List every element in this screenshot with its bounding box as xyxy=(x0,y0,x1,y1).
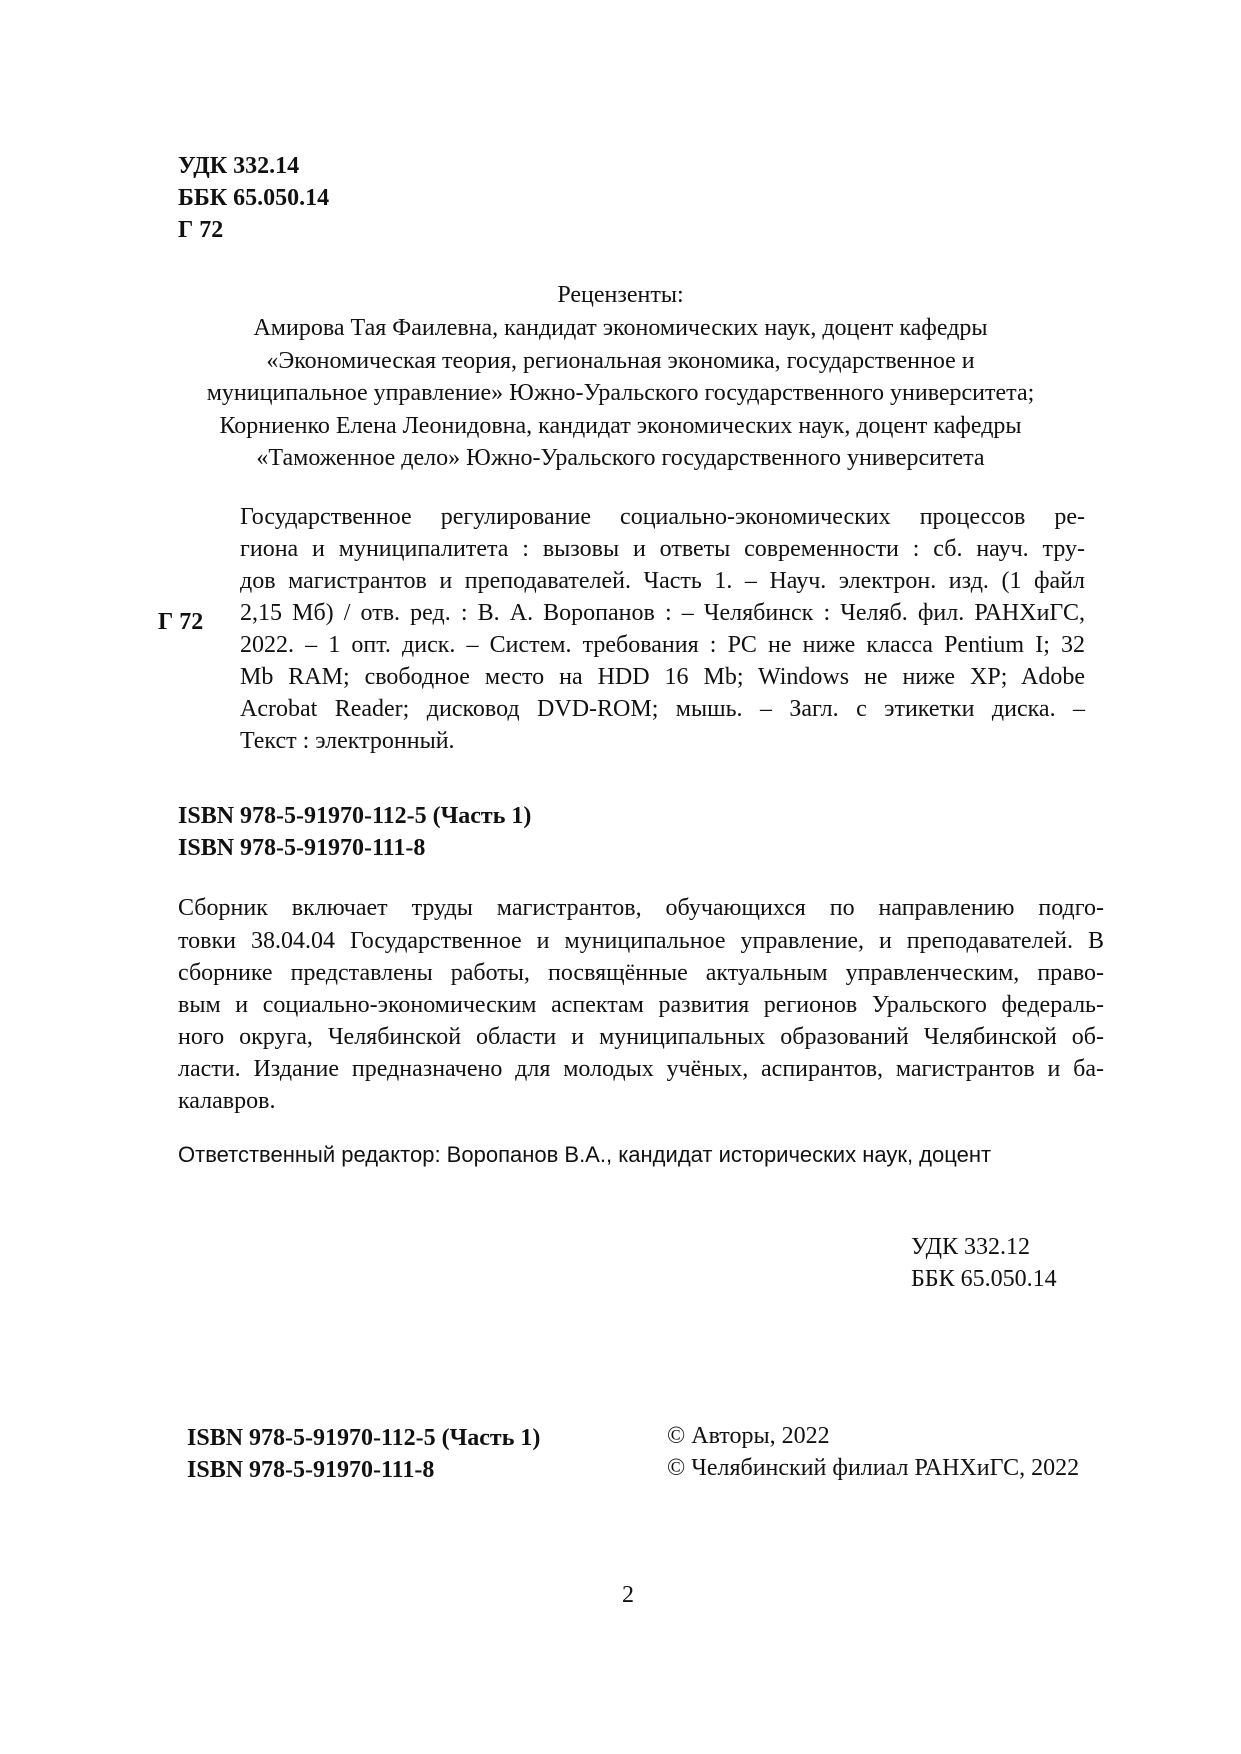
reviewer-line: Корниенко Елена Леонидовна, кандидат экономических наук, доцент кафедры xyxy=(219,413,1022,439)
page-number: 2 xyxy=(622,1582,634,1608)
abstract-line: калавров. xyxy=(178,1088,276,1114)
bibliographic-line: дов магистрантов и преподавателей. Часть 1. – Науч. электрон. изд. (1 файл xyxy=(240,568,1085,594)
abstract-line: сборнике представлены работы, посвящённые актуальным управленческим, право- xyxy=(178,960,1104,986)
bibliographic-line: Текст : электронный. xyxy=(240,728,455,754)
isbn-series-bottom: ISBN 978-5-91970-111-8 xyxy=(187,1457,435,1483)
bibliographic-line: 2,15 Мб) / отв. ред. : В. А. Воропанов : – Челябинск : Челяб. фил. РАНХиГС, xyxy=(240,600,1085,626)
reviewer-line: муниципальное управление» Южно-Уральского государственного университета; xyxy=(206,380,1035,406)
bibliographic-line: гиона и муниципалитета : вызовы и ответы современности : сб. науч. тру- xyxy=(240,536,1085,562)
isbn-part: ISBN 978-5-91970-112-5 (Часть 1) xyxy=(178,803,532,829)
reviewers-heading: Рецензенты: xyxy=(557,282,684,308)
bibliographic-line: Mb RAM; свободное место на HDD 16 Mb; Windows не ниже XP; Adobe xyxy=(240,664,1085,690)
abstract-line: вым и социально-экономическим аспектам развития регионов Уральского федераль- xyxy=(178,992,1104,1018)
udk-code: УДК 332.14 xyxy=(178,153,300,179)
abstract-line: ного округа, Челябинской области и муниципальных образований Челябинской об- xyxy=(178,1024,1104,1050)
abstract-line: ласти. Издание предназначено для молодых учёных, аспирантов, магистрантов и ба- xyxy=(178,1056,1104,1082)
bibliographic-line: 2022. – 1 опт. диск. – Систем. требования : PC не ниже класса Pentium I; 32 xyxy=(240,632,1085,658)
isbn-series: ISBN 978-5-91970-111-8 xyxy=(178,835,426,861)
abstract-line: товки 38.04.04 Государственное и муниципальное управление, и преподавателей. В xyxy=(178,928,1104,954)
bibliographic-mark: Г 72 xyxy=(158,609,204,635)
udk-code-bottom: УДК 332.12 xyxy=(911,1234,1030,1260)
bbk-code-bottom: ББК 65.050.14 xyxy=(911,1266,1057,1292)
reviewer-line: Амирова Тая Фаилевна, кандидат экономических наук, доцент кафедры xyxy=(253,315,988,341)
bbk-code: ББК 65.050.14 xyxy=(178,185,330,211)
abstract-line: Сборник включает труды магистрантов, обучающихся по направлению подго- xyxy=(178,895,1104,921)
bibliographic-line: Государственное регулирование социально-экономических процессов ре- xyxy=(240,504,1085,530)
bibliographic-line: Acrobat Reader; дисковод DVD-ROM; мышь. – Загл. с этикетки диска. – xyxy=(240,696,1085,722)
reviewer-line: «Экономическая теория, региональная экономика, государственное и xyxy=(266,348,975,374)
reviewer-line: «Таможенное дело» Южно-Уральского государственного университета xyxy=(256,445,985,471)
copyright-authors: © Авторы, 2022 xyxy=(667,1423,830,1449)
author-mark: Г 72 xyxy=(178,217,224,243)
isbn-part-bottom: ISBN 978-5-91970-112-5 (Часть 1) xyxy=(187,1425,541,1451)
copyright-publisher: © Челябинский филиал РАНХиГС, 2022 xyxy=(667,1455,1080,1481)
responsible-editor: Ответственный редактор: Воропанов В.А., кандидат исторических наук, доцент xyxy=(178,1142,992,1167)
